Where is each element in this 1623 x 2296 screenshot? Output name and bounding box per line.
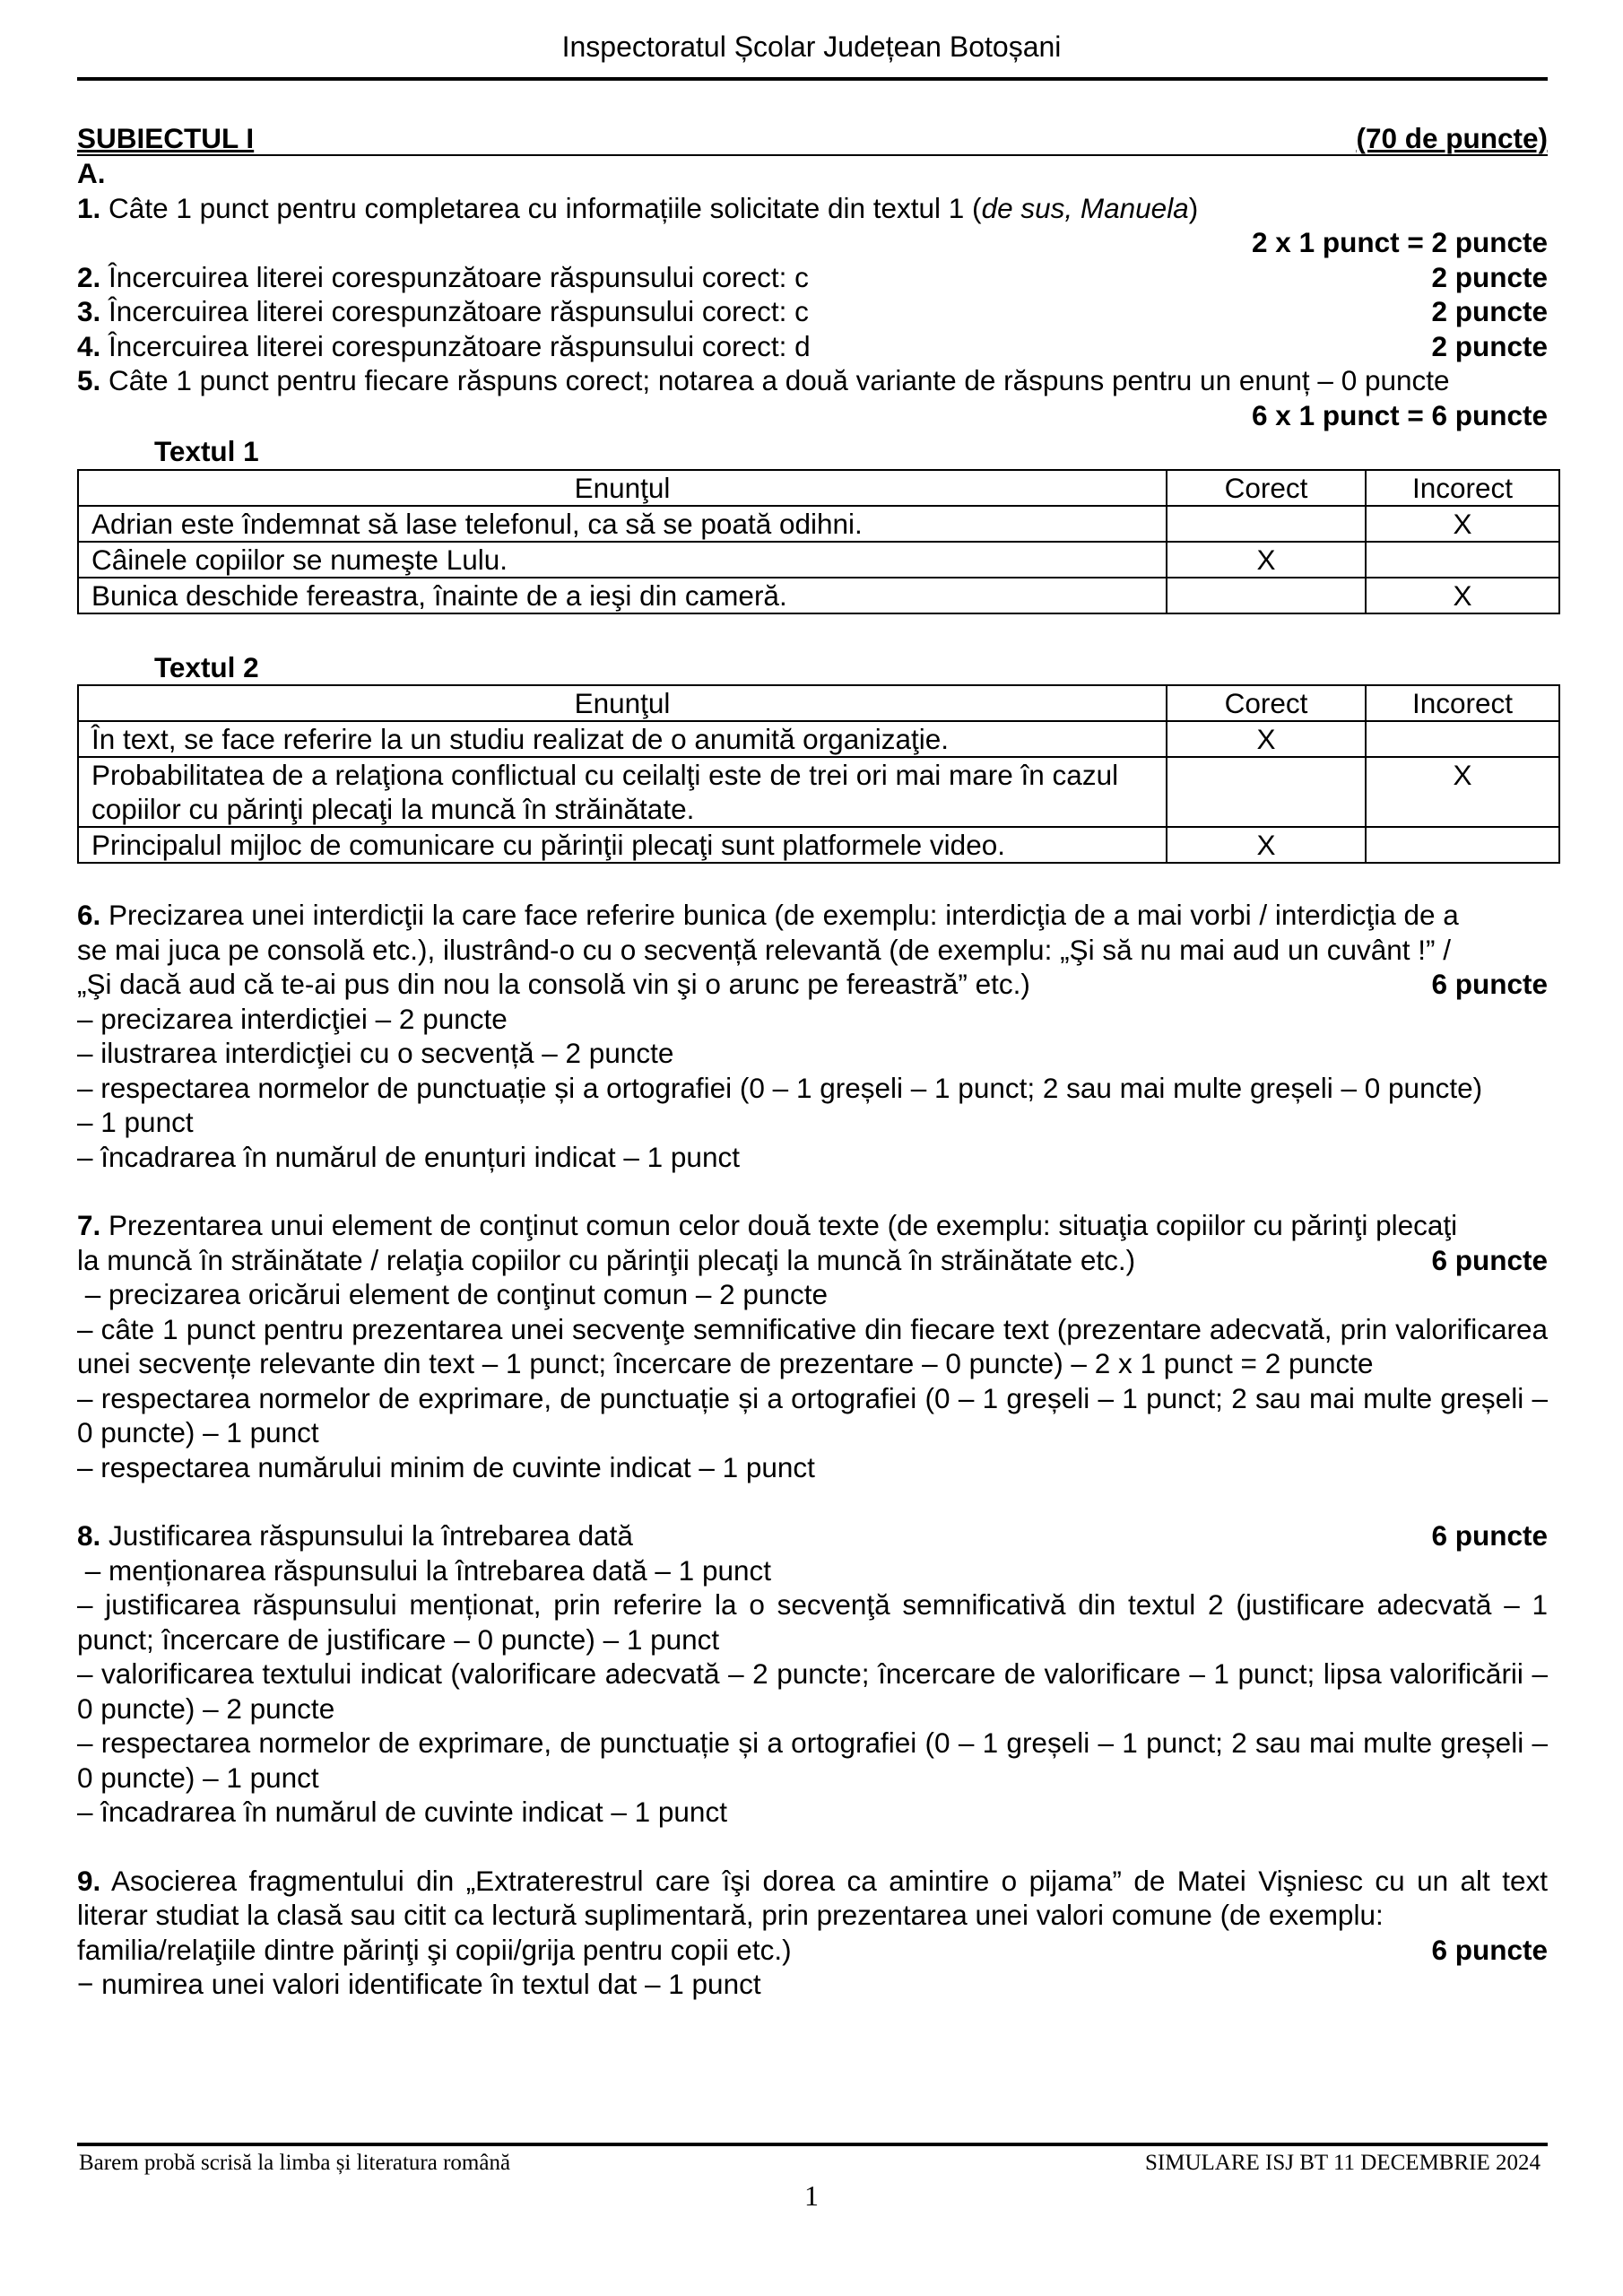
criterion: – câte 1 punct pentru prezentarea unei secvenţe semnificative din fiecare text (prezentare adecvată, prin valorificarea unei secvențe relevante din text – 1 punct; încercare de prezentare – 0 puncte) – 2 x 1 punct = 2 puncte <box>77 1312 1548 1379</box>
table-1-label: Textul 1 <box>154 435 259 467</box>
question-9-score: 6 puncte <box>1431 1933 1548 1966</box>
item-4: 4. Încercuirea literei corespunzătoare răspunsului corect: d 2 puncte <box>77 329 1548 362</box>
criterion: – valorificarea textului indicat (valorificare adecvată – 2 puncte; încercare de valorificare – 1 punct; lipsa valorificării – 0 puncte) – 2 puncte <box>77 1657 1548 1725</box>
table-row: Probabilitatea de a relaţiona conflictual cu ceilalţi este de trei ori mai mare în cazul copiilor cu părinţi plecaţi la muncă în străinătate. X <box>78 757 1559 827</box>
table-row: Principalul mijloc de comunicare cu părinţii plecaţi sunt platformele video. X <box>78 827 1559 863</box>
footer-rule <box>77 2143 1548 2146</box>
column-header-incorrect: Incorect <box>1366 685 1559 721</box>
section-label: A. <box>77 157 106 189</box>
table-row: Adrian este îndemnat să lase telefonul, ca să se poată odihni. X <box>78 506 1559 542</box>
criterion: – ilustrarea interdicţiei cu o secvență – 2 puncte <box>77 1037 674 1069</box>
criterion: – precizarea interdicţiei – 2 puncte <box>77 1002 508 1035</box>
criterion: – respectarea normelor de punctuație și a ortografiei (0 – 1 greșeli – 1 punct; 2 sau mai multe greșeli – 0 puncte) <box>77 1071 1483 1104</box>
criterion: – încadrarea în numărul de cuvinte indicat – 1 punct <box>77 1796 727 1828</box>
column-header-correct: Corect <box>1167 470 1366 506</box>
criterion: – justificarea răspunsului menționat, prin referire la o secvenţă semnificativă din textul 2 (justificare adecvată – 1 punct; încercare de justificare – 0 puncte) – 1 punct <box>77 1588 1548 1656</box>
criterion: − numirea unei valori identificate în textul dat – 1 punct <box>77 1968 761 2000</box>
criterion: – respectarea normelor de exprimare, de punctuație și a ortografiei (0 – 1 greșeli – 1 punct; 2 sau mai multe greșeli – 0 puncte) – 1 punct <box>77 1381 1548 1448</box>
header-title: Inspectoratul Școlar Județean Botoșani <box>561 30 1062 63</box>
question-7-score: 6 puncte <box>1431 1243 1548 1276</box>
item-4-score: 2 puncte <box>1431 329 1548 362</box>
header-rule <box>77 77 1548 81</box>
subject-points: (70 de puncte) <box>1356 122 1548 154</box>
criterion: – 1 punct <box>77 1106 194 1138</box>
item-2-score: 2 puncte <box>1431 260 1548 293</box>
table-textul-2 <box>77 684 1560 864</box>
column-header-correct: Corect <box>1167 685 1366 721</box>
question-8-score: 6 puncte <box>1431 1519 1548 1552</box>
question-6-score: 6 puncte <box>1431 968 1548 1000</box>
criterion: – respectarea numărului minim de cuvinte indicat – 1 punct <box>77 1450 815 1483</box>
table-header-row <box>78 685 1559 721</box>
item-5-score: 6 x 1 punct = 6 puncte <box>1252 398 1548 431</box>
item-3: 3. Încercuirea literei corespunzătoare răspunsului corect: c 2 puncte <box>77 295 1548 327</box>
column-header-statement: Enunţul <box>78 470 1167 506</box>
table-row: Câinele copiilor se numeşte Lulu. X <box>78 542 1559 578</box>
item-1: 1. Câte 1 punct pentru completarea cu informațiile solicitate din textul 1 (de sus, Manuela) <box>77 191 1199 224</box>
question-6: 6. Precizarea unei interdicţii la care face referire bunica (de exemplu: interdicţia de a mai vorbi / interdicţia de a se mai juca pe consolă etc.), ilustrând-o cu o secvență relevantă (de exemplu: „Şi să nu mai aud un cuvânt !” / „Şi dacă aud că te-ai pus din nou la consolă vin şi o arunc pe fereastră” etc.) 6 puncte – precizarea interdicţiei – 2 puncte – ilustrarea interdicţiei cu o secvență – 2 puncte – respectarea normelor de punctuație și a ortografiei (0 – 1 greșeli – 1 punct; 2 sau mai multe greșeli – 0 puncte) – 1 punct – încadrarea în numărul de enunțuri indicat – 1 punct <box>77 899 1548 1173</box>
footer-right: SIMULARE ISJ BT 11 DECEMBRIE 2024 <box>1144 2151 1541 2175</box>
item-1-score: 2 x 1 punct = 2 puncte <box>1252 226 1548 258</box>
question-7: 7. Prezentarea unui element de conţinut comun celor două texte (de exemplu: situaţia copiilor cu părinţi plecaţi la muncă în străinătate / relaţia copiilor cu părinţii plecaţi la muncă în străinătate etc.) 6 puncte – precizarea oricărui element de conţinut comun – 2 puncte – câte 1 punct pentru prezentarea unei secvenţe semnificative din fiecare text (prezentare adecvată, prin valorificarea unei secvențe relevante din text – 1 punct; încercare de prezentare – 0 puncte) – 2 x 1 punct = 2 puncte – respectarea normelor de exprimare, de punctuație și a ortografiei (0 – 1 greșeli – 1 punct; 2 sau mai multe greșeli – 0 puncte) – 1 punct – respectarea numărului minim de cuvinte indicat – 1 punct <box>77 1209 1548 1483</box>
item-2: 2. Încercuirea literei corespunzătoare răspunsului corect: c 2 puncte <box>77 260 1548 293</box>
item-3-score: 2 puncte <box>1431 295 1548 327</box>
table-textul-1 <box>77 469 1560 614</box>
content <box>77 122 1548 2002</box>
footer-left: Barem probă scrisă la limba și literatura română <box>79 2151 511 2175</box>
table-row: În text, se face referire la un studiu realizat de o anumită organizaţie. X <box>78 721 1559 757</box>
criterion: – încadrarea în numărul de enunțuri indicat – 1 punct <box>77 1140 740 1173</box>
criterion: – respectarea normelor de exprimare, de punctuație și a ortografiei (0 – 1 greșeli – 1 punct; 2 sau mai multe greșeli – 0 puncte) – 1 punct <box>77 1726 1548 1794</box>
question-8: 8. Justificarea răspunsului la întrebarea dată 6 puncte – menționarea răspunsului la întrebarea dată – 1 punct – justificarea răspunsului menționat, prin referire la o secvenţă semnificativă din textul 2 (justificare adecvată – 1 punct; încercare de justificare – 0 puncte) – 1 punct – valorificarea textului indicat (valorificare adecvată – 2 puncte; încercare de valorificare – 1 punct; lipsa valorificării – 0 puncte) – 2 puncte – respectarea normelor de exprimare, de punctuație și a ortografiei (0 – 1 greșeli – 1 punct; 2 sau mai multe greșeli – 0 puncte) – 1 punct – încadrarea în numărul de cuvinte indicat – 1 punct <box>77 1519 1548 1828</box>
table-header-row <box>78 470 1559 506</box>
item-5: 5. Câte 1 punct pentru fiecare răspuns corect; notarea a două variante de răspuns pentru un enunț – 0 puncte <box>77 364 1450 396</box>
table-row: Bunica deschide fereastra, înainte de a ieşi din cameră. X <box>78 578 1559 613</box>
subject-heading <box>77 122 1548 156</box>
column-header-statement: Enunţul <box>78 685 1167 721</box>
criterion: – precizarea oricărui element de conţinut comun – 2 puncte <box>77 1278 828 1310</box>
question-9: 9. Asocierea fragmentului din „Extraterestrul care îşi dorea ca amintire o pijama” de Matei Vişniesc cu un alt text literar studiat la clasă sau citit ca lectură suplimentară, prin prezentarea unei valori comune (de exemplu: familia/relaţiile dintre părinţi şi copii/grija pentru copii etc.) 6 puncte − numirea unei valori identificate în textul dat – 1 punct <box>77 1864 1548 2000</box>
table-2-label: Textul 2 <box>154 650 259 683</box>
subject-title: SUBIECTUL I <box>77 122 255 154</box>
criterion: – menționarea răspunsului la întrebarea dată – 1 punct <box>77 1553 772 1587</box>
page-number: 1 <box>804 2179 819 2212</box>
column-header-incorrect: Incorect <box>1366 470 1559 506</box>
